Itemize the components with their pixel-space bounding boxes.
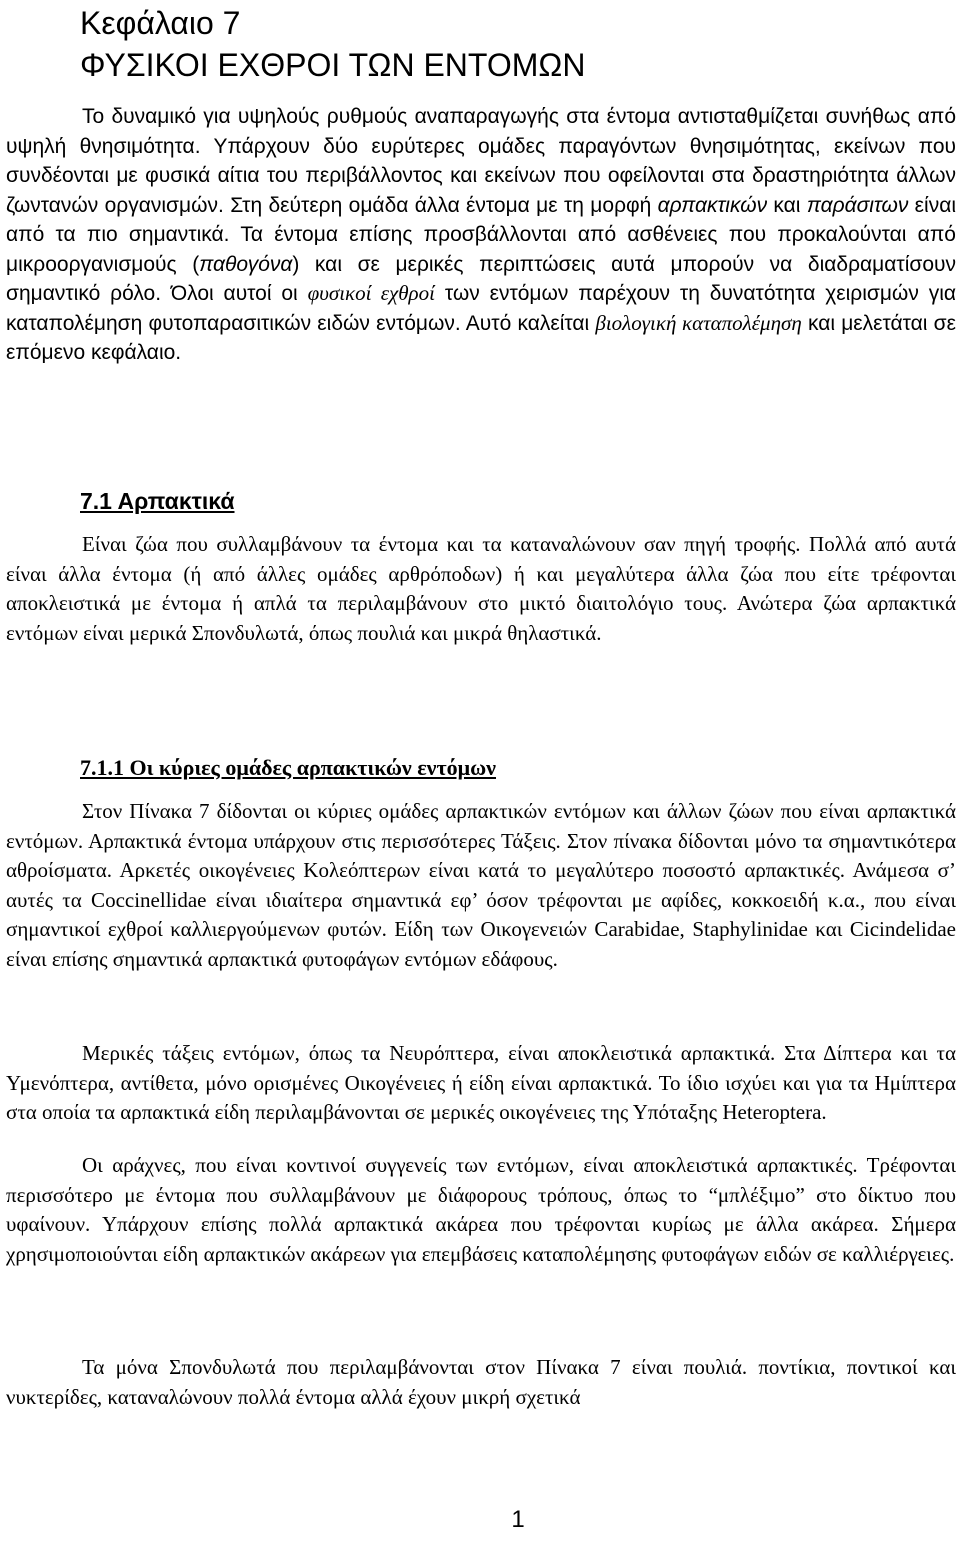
section-7-1-paragraph: Είναι ζώα που συλλαμβάνουν τα έντομα και τα καταναλώνουν σαν πηγή τροφής. Πολλά από αυτά είναι άλλα έντομα (ή από άλλες ομάδες αρθρόποδων) ή και μεγαλύτερα άλλα ζώα που είτε τρέφονται αποκλειστικά με έντομα ή απλά τα περιλαμβάνουν στο μικτό διαιτολόγιο τους. Ανώτερα ζώα αρπακτικά εντόμων είναι μερικά Σπονδυλωτά, όπως πουλιά και μικρά θηλαστικά. bbox=[6, 532, 956, 645]
intro-text-4: ) και σε μερικές περιπτώσεις αυτά μπορούν να διαδραματίσουν σημαντικό ρόλο. Όλοι αυτοί οι bbox=[6, 252, 956, 305]
intro-paragraph bbox=[6, 102, 956, 368]
chapter-label: Κεφάλαιο 7 bbox=[80, 5, 241, 41]
chapter-heading bbox=[80, 2, 585, 86]
section-heading-7-1: 7.1 Αρπακτικά bbox=[80, 488, 235, 514]
intro-text-1: Το δυναμικό για υψηλούς ρυθμούς αναπαραγωγής στα έντομα αντισταθμίζεται συνήθως από υψηλή θνησιμότητα. Υπάρχουν δύο ευρύτερες ομάδες παραγόντων θνησιμότητας, εκείνων που συνδέονται με φυσικά αίτια του περιβάλλοντος και εκείνων που οφείλονται στα δραστηριότητα άλλων ζωντανών οργανισμών. Στη δεύτερη ομάδα άλλα έντομα με τη μορφή bbox=[6, 105, 956, 217]
section-7-1-1-paragraph-1: Στον Πίνακα 7 δίδονται οι κύριες ομάδες αρπακτικών εντόμων και άλλων ζώων που είναι αρπακτικά εντόμων. Αρπακτικά έντομα υπάρχουν στις περισσότερες Τάξεις. Στον πίνακα δίδονται μόνο τα σημαντικότερα αθροίσματα. Αρκετές οικογένειες Κολεόπτερων είναι κατά το μεγαλύτερο ποσοστό αρπακτικές. Ανάμεσα σ’ αυτές τα Coccinellidae είναι ιδιαίτερα σημαντικά εφ’ όσον τρέφονται με αφίδες, κοκκοειδή κ.α., που είναι σημαντικοί εχθροί καλλιεργούμενων φυτών. Είδη των Οικογενειών Carabidae, Staphylinidae και Cicindelidae είναι επίσης σημαντικά αρπακτικά φυτοφάγων εντόμων εδάφους. bbox=[6, 799, 956, 971]
section-7-1-1-paragraph-3: Οι αράχνες, που είναι κοντινοί συγγενείς των εντόμων, είναι αποκλειστικά αρπακτικές. Τρέφονται περισσότερο με έντομα που συλλαμβάνουν με διάφορους τρόπους, όπως το “μπλέξιμο” στο δίκτυο που υφαίνουν. Υπάρχουν επίσης πολλά αρπακτικά ακάρεα που τρέφονται κυρίως με άλλα ακάρεα. Σήμερα χρησιμοποιούνται είδη αρπακτικών ακάρεων για επεμβάσεις καταπολέμησης φυτοφάγων ειδών σε καλλιέργειες. bbox=[6, 1153, 956, 1266]
term-biological-control: βιολογική καταπολέμηση bbox=[595, 310, 802, 335]
intro-text-3: είναι από τα πιο σημαντικά. Τα έντομα επίσης προσβάλλονται από ασθένειες που προκαλούνται από μικροοργανισμούς ( bbox=[6, 193, 957, 276]
intro-text-5: των εντόμων παρέχουν τη δυνατότητα χειρισμών για καταπολέμηση φυτοπαρασιτικών ειδών εντόμων. Αυτό καλείται bbox=[6, 282, 956, 335]
intro-text-2: και bbox=[767, 193, 807, 217]
intro-text-6: και μελετάται σε επόμενο κεφάλαιο. bbox=[6, 311, 956, 364]
term-pathogens: παθογόνα bbox=[199, 252, 293, 276]
section-heading-7-1-1: 7.1.1 Οι κύριες ομάδες αρπακτικών εντόμων bbox=[80, 755, 496, 780]
term-predators: αρπακτικών bbox=[657, 193, 768, 217]
chapter-title: ΦΥΣΙΚΟΙ ΕΧΘΡΟΙ ΤΩΝ ΕΝΤΟΜΩΝ bbox=[80, 47, 586, 83]
section-7-1-1-paragraph-2: Μερικές τάξεις εντόμων, όπως τα Νευρόπτερα, είναι αποκλειστικά αρπακτικά. Στα Δίπτερα και τα Υμενόπτερα, αντίθετα, μόνο ορισμένες Οικογένειες ή είδη είναι αρπακτικά. Το ίδιο ισχύει και για τα Ημίπτερα στα οποία τα αρπακτικά είδη περιλαμβάνονται σε μερικές οικογένειες της Υπόταξης Heteroptera. bbox=[6, 1041, 956, 1124]
section-7-1-1-paragraph-4: Τα μόνα Σπονδυλωτά που περιλαμβάνονται στον Πίνακα 7 είναι πουλιά. ποντίκια, ποντικοί και νυκτερίδες, καταναλώνουν πολλά έντομα αλλά έχουν μικρή σχετικά bbox=[6, 1355, 956, 1409]
page-number: 1 bbox=[511, 1506, 525, 1533]
term-parasites: παράσιτων bbox=[806, 193, 909, 217]
term-natural-enemies: φυσικοί εχθροί bbox=[307, 281, 435, 305]
